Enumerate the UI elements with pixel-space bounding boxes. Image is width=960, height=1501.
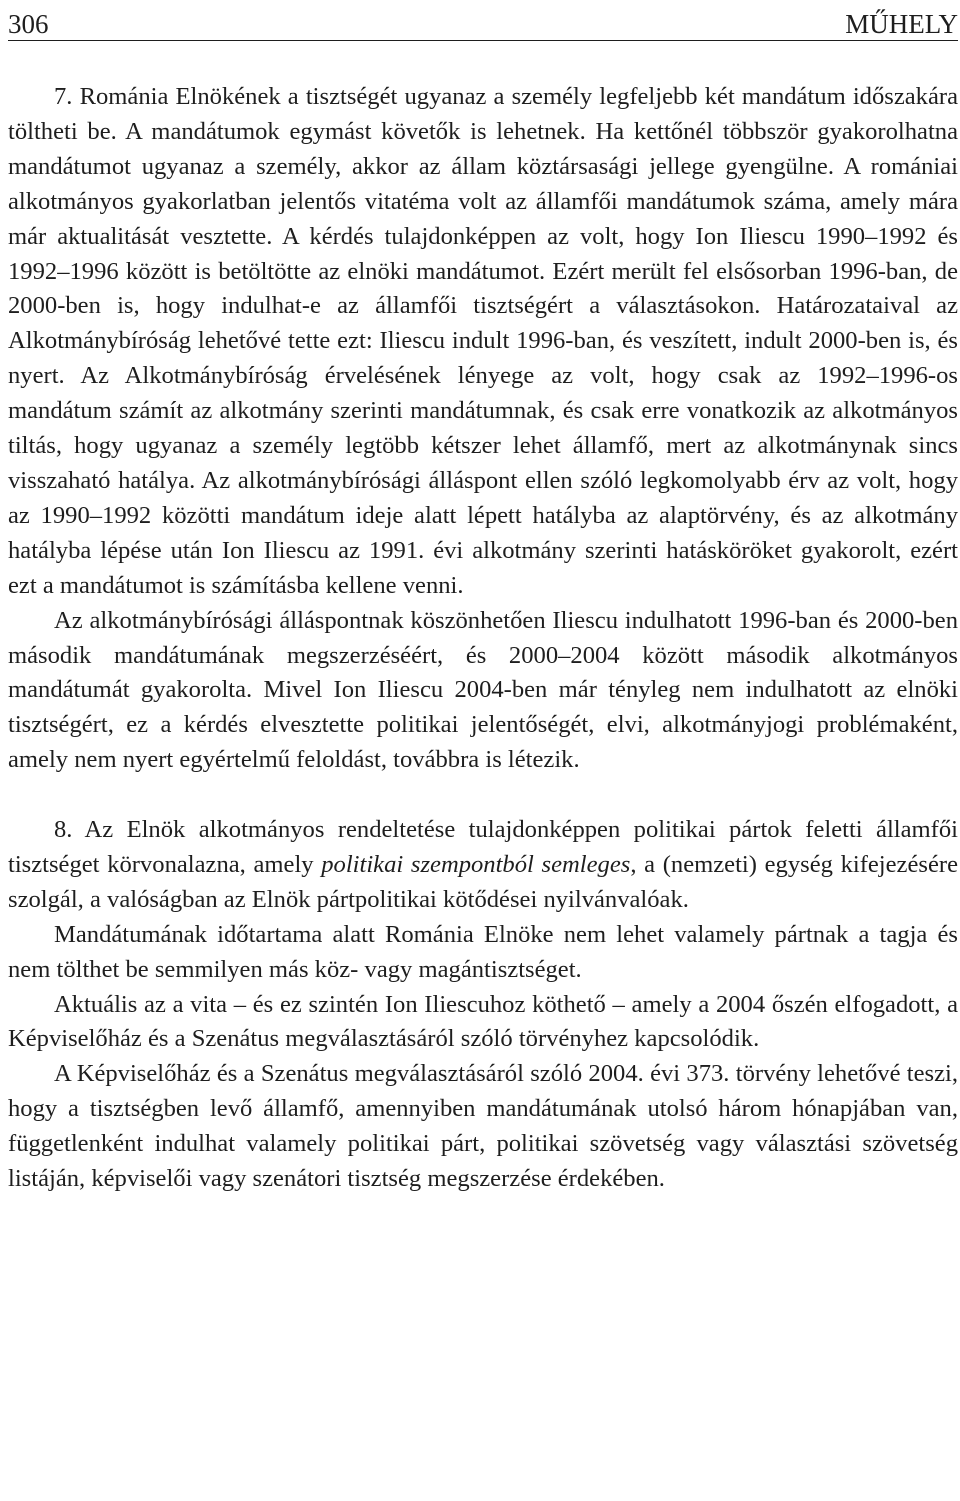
- page-number: 306: [8, 9, 49, 39]
- paragraph-8-start: 8. Az Elnök alkotmányos rendeltetése tulajdonképpen politikai pártok feletti államfői tisztséget körvonalazna, amely: [8, 816, 958, 878]
- paragraph-8-end: , a (nemzeti) egység kifejezésére szolgál, a valóságban az Elnök pártpolitikai kötődései nyilvánvalóak.: [8, 850, 958, 913]
- paragraph-7-continued: Az alkotmánybírósági álláspontnak köszönhetően Iliescu indulhatott 1996-ban és 2000-ben második mandátumának megszerzéséért, és 2000–2004 között második alkotmányos mandátumát gyakorolta. Mivel Ion Iliescu 2004-ben már tényleg nem indulhatott az elnöki tisztségért, ez a kérdés elvesztette politikai jelentőségét, elvi, alkotmányjogi problémaként, amely nem nyert egyértelmű feloldást, továbbra is létezik.: [8, 606, 958, 774]
- section-title: MŰHELY: [845, 9, 958, 39]
- paragraph-7: 7. Románia Elnökének a tisztségét ugyanaz a személy legfeljebb két mandátum időszakára töltheti be. A mandátumok egymást követők is lehetnek. Ha kettőnél többször gyakorolhatna mandátumot ugyanaz a személy, akkor az állam köztársasági jellege gyengülne. A romániai alkotmányos gyakorlatban jelentős vitatéma volt az államfői mandátumok száma, amely mára már aktualitását vesztette. A kérdés tulajdonképpen az volt, hogy Ion Iliescu 1990–1992 és 1992–1996 között is betöltötte az elnöki mandátumot. Ezért merült fel elsősorban 1996-ban, de 2000-ben is, hogy indulhat-e az államfői tisztségért a választásokon. Határozataival az Alkotmánybíróság lehetővé tette ezt: Iliescu indult 1996-ban, és veszített, indult 2000-ben is, és nyert. Az Alkotmánybíróság érvelésének lényege az volt, hogy csak az 1992–1996-os mandátum számít az alkotmány szerinti mandátumnak, és csak erre vonatkozik az alkotmányos tiltás, hogy ugyanaz a személy legtöbb kétszer lehet államfő, mert az alkotmánynak sincs visszaható hatálya. Az alkotmánybírósági álláspont ellen szóló legkomolyabb érv az volt, hogy az 1990–1992 közötti mandátum ideje alatt lépett hatályba az alaptörvény, és az alkotmány hatályba lépése után Ion Iliescu az 1991. évi alkotmány szerinti hatásköröket gyakorolt, ezért ezt a mandátumot is számításba kellene venni.: [8, 83, 958, 599]
- paragraph-10: Aktuális az a vita – és ez szintén Ion Iliescuhoz köthető – amely a 2004 őszén elfogadott, a Képviselőház és a Szenátus megválasztásáról szóló törvényhez kapcsolódik.: [8, 990, 958, 1053]
- paragraph-9: Mandátumának időtartama alatt Románia Elnöke nem lehet valamely pártnak a tagja és nem tölthet be semmilyen más köz- vagy magántisztséget.: [8, 920, 958, 983]
- paragraph-8-emphasis: politikai szempontból semleges: [321, 850, 631, 878]
- paragraph-8: [8, 813, 958, 918]
- body-text: [8, 80, 958, 1197]
- paragraph-11: A Képviselőház és a Szenátus megválasztásáról szóló 2004. évi 373. törvény lehetővé teszi, hogy a tisztségben levő államfő, amennyiben mandátumának utolsó három hónapjában van, függetlenként indulhat valamely politikai párt, politikai szövetség vagy választási szövetség listáján, képviselői vagy szenátori tisztség megszerzése érdekében.: [8, 1060, 958, 1193]
- document-page: [8, 0, 958, 1197]
- running-header: [8, 0, 958, 41]
